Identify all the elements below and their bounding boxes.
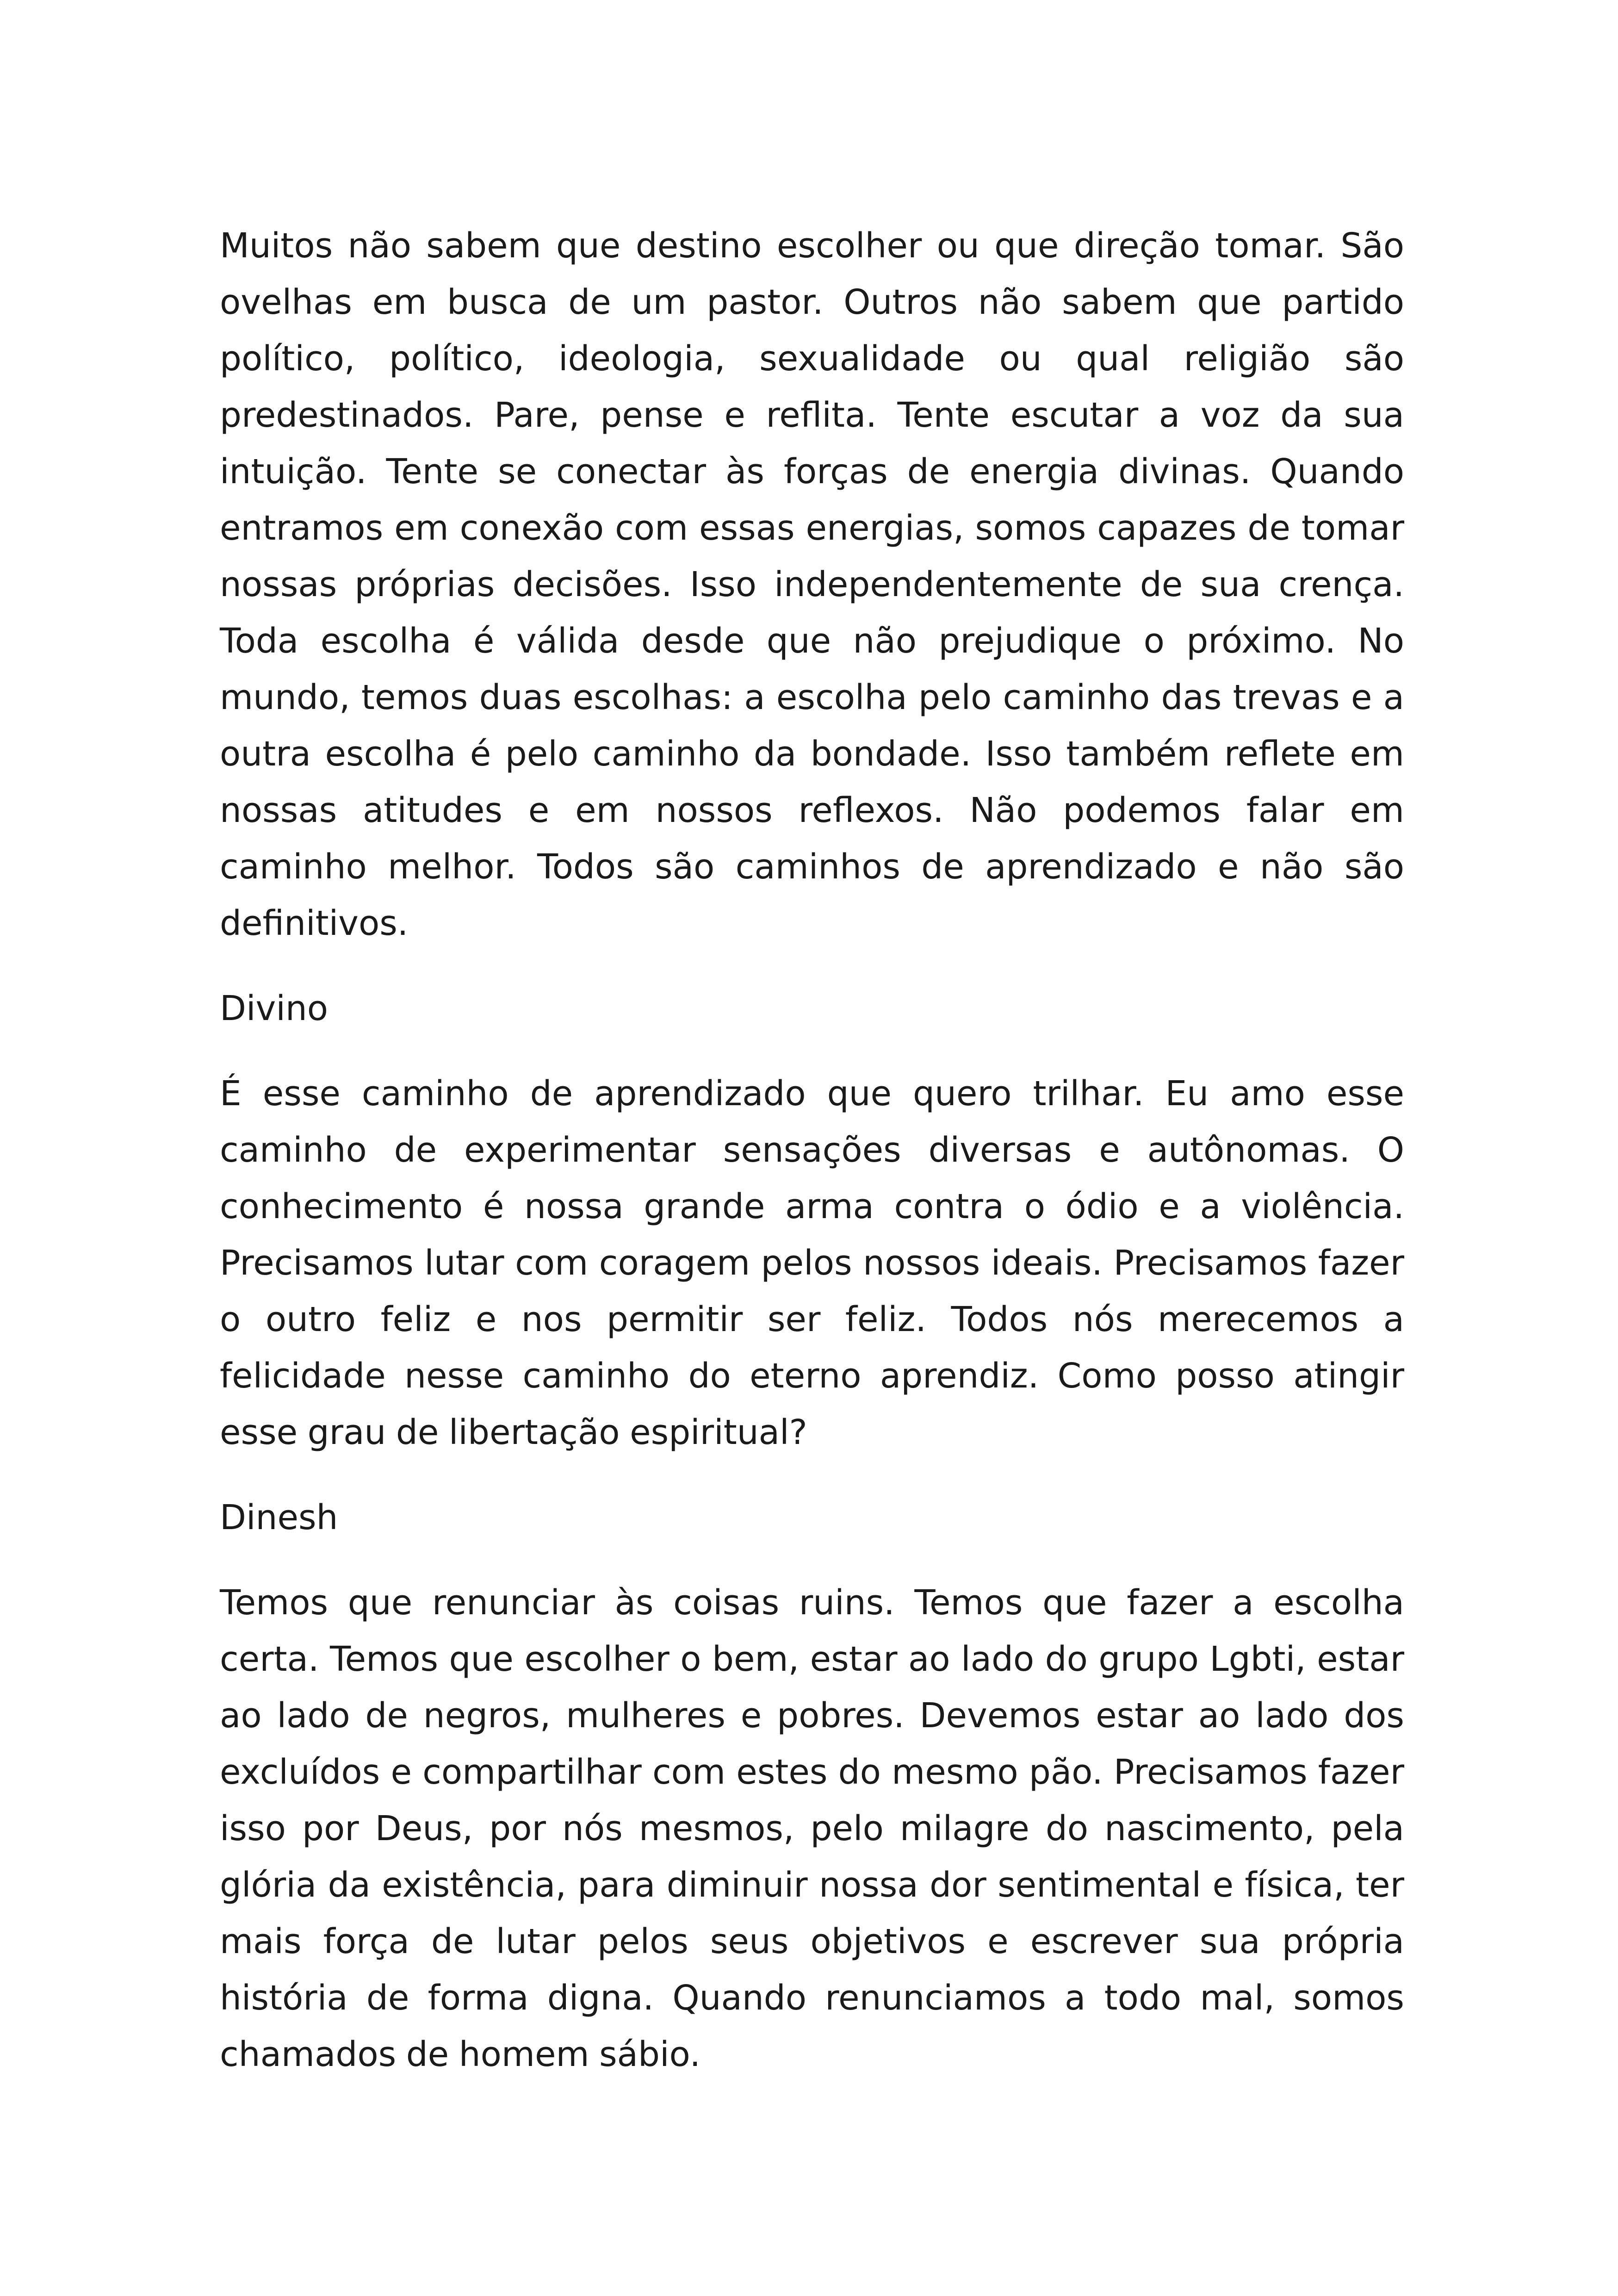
text-column xyxy=(220,218,1404,2111)
speaker-label-dinesh: Dinesh xyxy=(220,1498,338,1537)
paragraph-1: Muitos não sabem que destino escolher ou que direção tomar. São ovelhas em busca de um pastor. Outros não sabem que partido político, político, ideologia, sexualidade ou qual religião são predestinados. Pare, pense e reflita. Tente escutar a voz da sua intuição. Tente se conectar às forças de energia divinas. Quando entramos em conexão com essas energias, somos capazes de tomar nossas próprias decisões. Isso independentemente de sua crença. Toda escolha é válida desde que não prejudique o próximo. No mundo, temos duas escolhas: a escolha pelo caminho das trevas e a outra escolha é pelo caminho da bondade. Isso também reflete em nossas atitudes e em nossos reflexos. Não podemos falar em caminho melhor. Todos são caminhos de aprendizado e não são definitivos. xyxy=(220,226,1404,943)
speaker-label-divino: Divino xyxy=(220,989,329,1028)
paragraph-2: É esse caminho de aprendizado que quero trilhar. Eu amo esse caminho de experimentar sensações diversas e autônomas. O conhecimento é nossa grande arma contra o ódio e a violência. Precisamos lutar com coragem pelos nossos ideais. Precisamos fazer o outro feliz e nos permitir ser feliz. Todos nós merecemos a felicidade nesse caminho do eterno aprendiz. Como posso atingir esse grau de libertação espiritual? xyxy=(220,1074,1404,1452)
paragraph-3: Temos que renunciar às coisas ruins. Temos que fazer a escolha certa. Temos que escolher o bem, estar ao lado do grupo Lgbti, estar ao lado de negros, mulheres e pobres. Devemos estar ao lado dos excluídos e compartilhar com estes do mesmo pão. Precisamos fazer isso por Deus, por nós mesmos, pelo milagre do nascimento, pela glória da existência, para diminuir nossa dor sentimental e física, ter mais força de lutar pelos seus objetivos e escrever sua própria história de forma digna. Quando renunciamos a todo mal, somos chamados de homem sábio. xyxy=(220,1583,1404,2074)
